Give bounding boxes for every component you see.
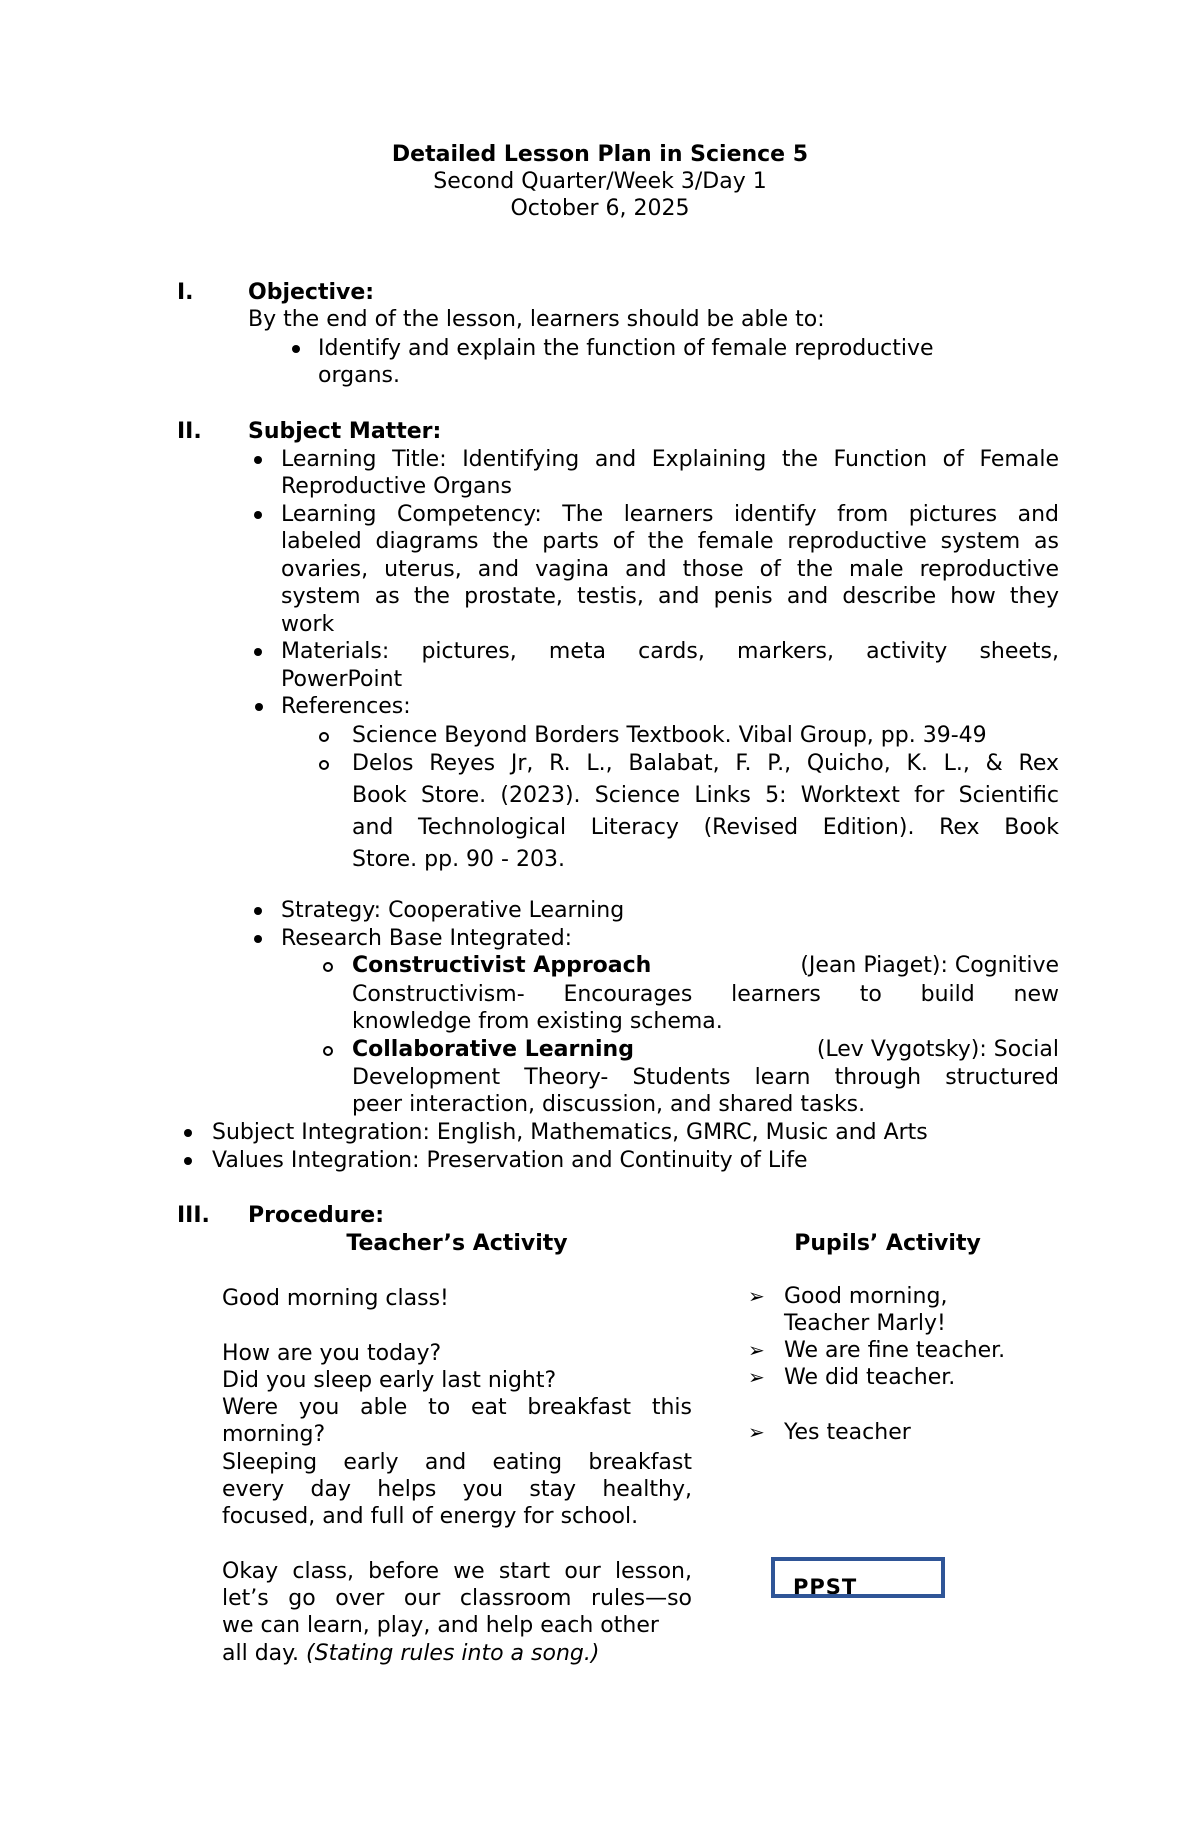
bullet-dot-icon [292,345,300,353]
teacher-healthy-line3: focused, and full of energy for school. [222,1504,639,1529]
teacher-rules-note: (Stating rules into a song.) [306,1641,600,1666]
objective-intro: By the end of the lesson, learners should be able to: [248,307,825,332]
document-subtitle: Second Quarter/Week 3/Day 1 [433,169,767,194]
pupil-response-3: We did teacher. [784,1365,956,1390]
teacher-rules-line2: let’s go over our classroom rules—so [222,1586,692,1611]
objective-heading: Objective: [248,280,375,305]
objective-bullet-line1: Identify and explain the function of female reproductive [318,336,934,361]
values-integration: Values Integration: Preservation and Continuity of Life [212,1148,808,1173]
teacher-rules-line4 [222,1640,599,1667]
references-label: References: [281,694,411,719]
document-date: October 6, 2025 [510,196,690,221]
teacher-sleep-question: Did you sleep early last night? [222,1368,557,1393]
bullet-dot-icon [254,935,262,943]
section-numeral-objective: I. [177,280,194,305]
teacher-breakfast-line2: morning? [222,1422,326,1447]
competency-line3: ovaries, uterus, and vagina and those of the male reproductive [281,557,1059,582]
subject-integration: Subject Integration: English, Mathematics, GMRC, Music and Arts [212,1120,928,1145]
constructivist-line3: knowledge from existing schema. [352,1009,723,1034]
strategy: Strategy: Cooperative Learning [281,898,625,923]
materials-line2: PowerPoint [281,667,403,692]
collaborative-line3: peer interaction, discussion, and shared tasks. [352,1092,866,1117]
learning-title-line2: Reproductive Organs [281,474,512,499]
bullet-dot-icon [254,907,262,915]
reference-2-line4: Store. pp. 90 - 203. [352,847,565,872]
arrow-bullet-icon: ➢ [748,1420,765,1444]
collaborative-attribution: (Lev Vygotsky): Social [816,1037,1059,1062]
constructivist-title: Constructivist Approach [352,953,652,978]
research-base-label: Research Base Integrated: [281,926,573,951]
reference-1: Science Beyond Borders Textbook. Vibal Group, pp. 39-49 [352,723,987,748]
document-title: Detailed Lesson Plan in Science 5 [391,142,809,167]
teacher-healthy-line2: every day helps you stay healthy, [222,1477,692,1502]
sub-bullet-circle-icon [319,732,329,742]
section-numeral-procedure: III. [177,1203,210,1228]
competency-line2: labeled diagrams the parts of the female reproductive system as [281,529,1059,554]
materials-line1: Materials: pictures, meta cards, markers, activity sheets, [281,639,1059,664]
sub-bullet-circle-icon [323,1046,333,1056]
procedure-heading: Procedure: [248,1203,385,1228]
pupils-activity-heading: Pupils’ Activity [794,1231,981,1256]
subject-matter-heading: Subject Matter: [248,419,442,444]
teacher-rules-line3: we can learn, play, and help each other [222,1613,659,1638]
competency-line5: work [281,612,335,637]
bullet-dot-icon [254,456,262,464]
bullet-dot-icon [184,1129,192,1137]
bullet-dot-icon [254,511,262,519]
teacher-greeting: Good morning class! [222,1286,449,1311]
section-numeral-subject-matter: II. [177,419,202,444]
arrow-bullet-icon: ➢ [748,1284,765,1308]
pupil-response-1-line1: Good morning, [784,1284,948,1309]
reference-2-line3: and Technological Literacy (Revised Edition). Rex Book [352,815,1059,840]
ppst-label: PPST [793,1575,858,1598]
collaborative-line2: Development Theory- Students learn through structured [352,1065,1059,1090]
competency-line4: system as the prostate, testis, and penis and describe how they [281,584,1059,609]
constructivist-line2: Constructivism- Encourages learners to build new [352,982,1059,1007]
bullet-dot-icon [254,648,262,656]
teacher-how-are-you: How are you today? [222,1341,442,1366]
bullet-dot-icon [184,1157,192,1165]
constructivist-attribution: (Jean Piaget): Cognitive [800,953,1059,978]
bullet-dot-icon [255,703,263,711]
teacher-healthy-line1: Sleeping early and eating breakfast [222,1450,692,1475]
arrow-bullet-icon: ➢ [748,1338,765,1362]
pupil-response-1-line2: Teacher Marly! [784,1311,946,1336]
ppst-indicator-box [771,1557,945,1598]
collaborative-title: Collaborative Learning [352,1037,634,1062]
pupil-response-4: Yes teacher [784,1420,911,1445]
learning-title-line1: Learning Title: Identifying and Explaining the Function of Female [281,447,1059,472]
pupil-response-2: We are fine teacher. [784,1338,1006,1363]
reference-2-line1: Delos Reyes Jr, R. L., Balabat, F. P., Quicho, K. L., & Rex [352,751,1059,776]
sub-bullet-circle-icon [319,760,329,770]
competency-line1: Learning Competency: The learners identify from pictures and [281,502,1059,527]
arrow-bullet-icon: ➢ [748,1365,765,1389]
sub-bullet-circle-icon [323,962,333,972]
teacher-rules-text: all day. [222,1641,300,1666]
teacher-breakfast-line1: Were you able to eat breakfast this [222,1395,692,1420]
teacher-rules-line1: Okay class, before we start our lesson, [222,1559,692,1584]
objective-bullet-line2: organs. [318,363,400,388]
teacher-activity-heading: Teacher’s Activity [346,1231,568,1256]
reference-2-line2: Book Store. (2023). Science Links 5: Worktext for Scientific [352,783,1059,808]
